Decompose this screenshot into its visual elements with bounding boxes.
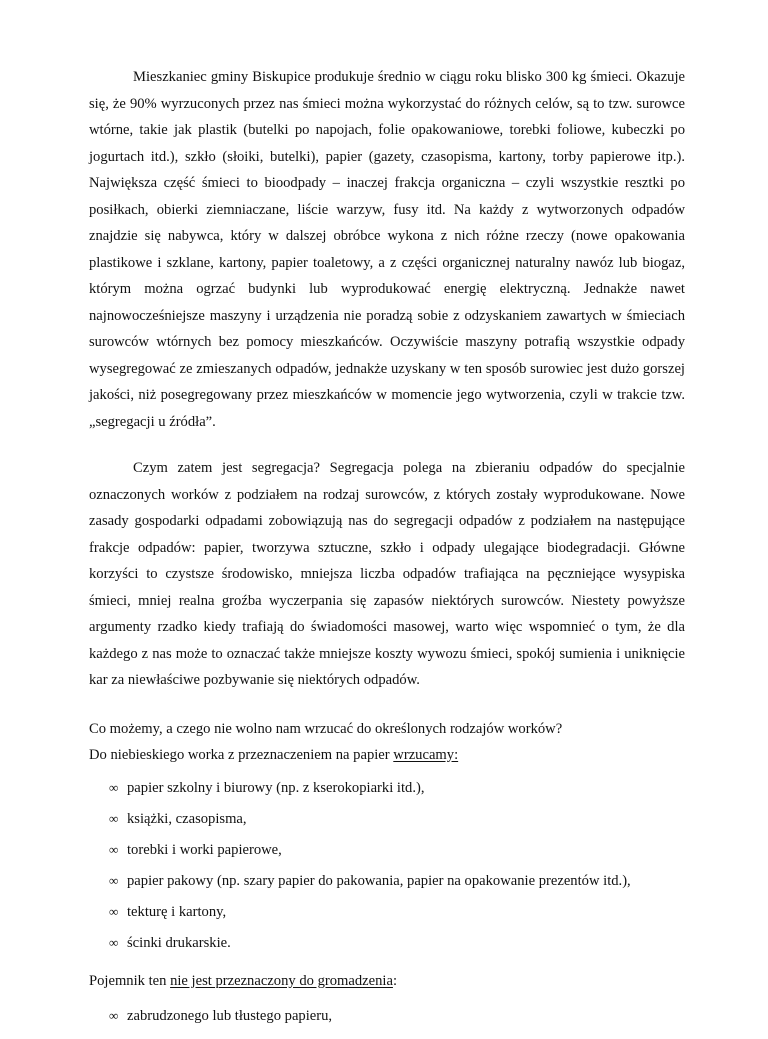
- blue-bag-intro: [89, 742, 685, 768]
- infinity-bullet-icon: ∞: [109, 934, 119, 950]
- infinity-bullet-icon: ∞: [109, 872, 119, 888]
- not-allowed-intro-prefix: Pojemnik ten: [89, 972, 171, 989]
- allowed-items-list: [89, 780, 685, 951]
- infinity-bullet-icon: ∞: [109, 779, 119, 795]
- list-item-text: książki, czasopisma,: [127, 810, 247, 827]
- not-allowed-items-list: [89, 1008, 685, 1024]
- not-allowed-intro: [89, 968, 685, 994]
- paragraph-waste-intro: Mieszkaniec gminy Biskupice produkuje średnio w ciągu roku blisko 300 kg śmieci. Okazuje się, że 90% wyrzuconych przez nas śmieci można wykorzystać do różnych celów, są to tzw. surowce wtórne, takie jak plastik (butelki po napojach, folie opakowaniowe, torebki foliowe, kubeczki po jogurtach itd.), szkło (słoiki, butelki), papier (gazety, czasopisma, kartony, torby papierowe itp.). Największa część śmieci to bioodpady – inaczej frakcja organiczna – czyli wszystkie resztki po posiłkach, obierki ziemniaczane, liście warzyw, fusy itd. Na każdy z wytworzonych odpadów znajdzie się nabywca, który w dalszej obróbce wykona z nich różne rzeczy (nowe opakowania plastikowe i szklane, kartony, papier toaletowy, a z części organicznej naturalny nawóz lub biogaz, którym można ogrzać budynki lub wyprodukować energię elektryczną. Jednakże nawet najnowocześniejsze maszyny i urządzenia nie poradzą sobie z odzyskaniem zawartych w śmieciach surowców wtórnych bez pomocy mieszkańców. Oczywiście maszyny potrafią wszystkie odpady wysegregować ze zmieszanych odpadów, jednakże uzyskany w ten sposób surowiec jest dużo gorszej jakości, niż posegregowany przez mieszkańców w momencie jego wytworzenia, czyli w trakcie tzw. „segregacji u źródła”.: [89, 69, 685, 430]
- infinity-bullet-icon: ∞: [109, 841, 119, 857]
- list-item: [89, 1008, 685, 1024]
- blue-bag-intro-underlined: wrzucamy:: [393, 746, 459, 763]
- list-item: [89, 780, 685, 796]
- list-item: [89, 811, 685, 827]
- list-item-text: zabrudzonego lub tłustego papieru,: [127, 1007, 333, 1024]
- not-allowed-intro-suffix: :: [392, 972, 397, 989]
- list-item: [89, 935, 685, 951]
- list-item-text: torebki i worki papierowe,: [127, 841, 282, 858]
- not-allowed-intro-underlined: nie jest przeznaczony do gromadzenia: [170, 972, 393, 989]
- list-item-text: tekturę i kartony,: [127, 903, 227, 920]
- list-item-text: papier pakowy (np. szary papier do pakowania, papier na opakowanie prezentów itd.),: [127, 872, 631, 889]
- blue-bag-intro-text: Do niebieskiego worka z przeznaczeniem na papier: [89, 746, 394, 763]
- infinity-bullet-icon: ∞: [109, 1007, 119, 1023]
- list-item: [89, 873, 685, 889]
- list-item: [89, 842, 685, 858]
- paragraph-segregation: Czym zatem jest segregacja? Segregacja polega na zbieraniu odpadów do specjalnie oznaczonych worków z podziałem na rodzaj surowców, z których zostały wyprodukowane. Nowe zasady gospodarki odpadami zobowiązują nas do segregacji odpadów z podziałem na następujące frakcje odpadów: papier, tworzywa sztuczne, szkło i odpady ulegające biodegradacji. Główne korzyści to czystsze środowisko, mniejsza liczba odpadów trafiająca na pęczniejące wysypiska śmieci, mniej realna groźba wyczerpania się zapasów niektórych surowców. Niestety powyższe argumenty rzadko kiedy trafiają do świadomości masowej, warto więc wspomnieć o tym, że dla każdego z nas może to oznaczać także mniejsze koszty wywozu śmieci, spokój sumienia i uniknięcie kar za niewłaściwe pozbywanie się niektórych odpadów.: [89, 460, 685, 688]
- infinity-bullet-icon: ∞: [109, 810, 119, 826]
- list-item-text: ścinki drukarskie.: [127, 934, 231, 951]
- infinity-bullet-icon: ∞: [109, 903, 119, 919]
- question-line: Co możemy, a czego nie wolno nam wrzucać do określonych rodzajów worków?: [89, 720, 563, 737]
- list-item: [89, 904, 685, 920]
- list-item-text: papier szkolny i biurowy (np. z kserokopiarki itd.),: [127, 779, 425, 796]
- document-page: [89, 64, 685, 1039]
